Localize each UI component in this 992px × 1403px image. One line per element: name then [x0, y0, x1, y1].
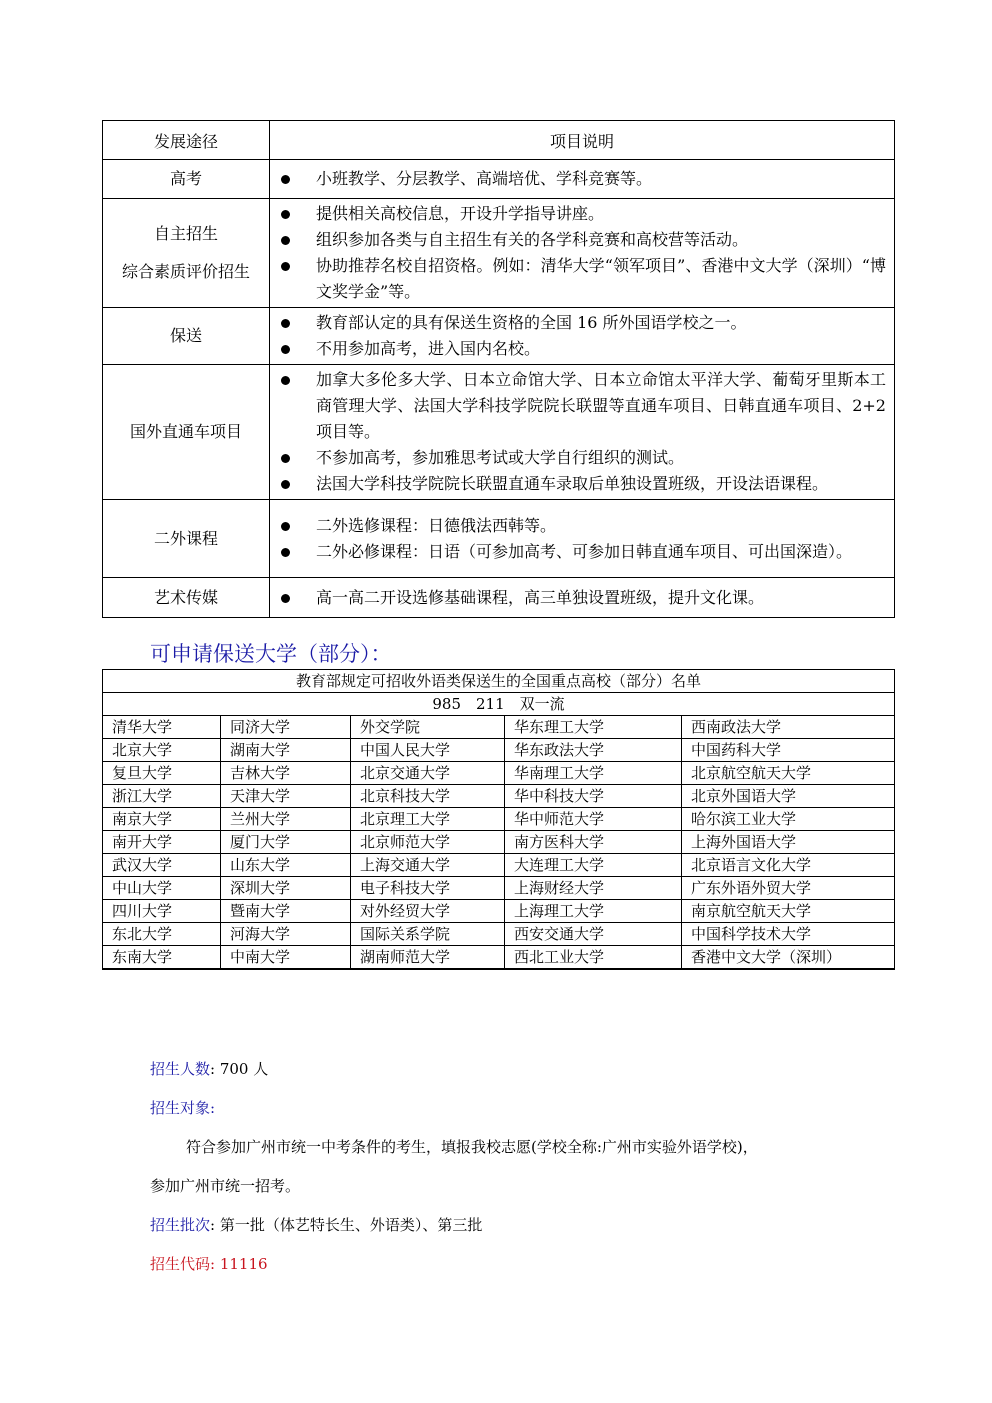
- pathway-row: [103, 578, 895, 618]
- pathway-row: [103, 500, 895, 578]
- header-path: 发展途径: [103, 121, 270, 160]
- university-cell: 清华大学: [103, 716, 221, 739]
- recruit-count-label: 招生人数: [150, 1060, 211, 1078]
- bullet-text: 提供相关高校信息，开设升学指导讲座。: [316, 204, 605, 223]
- university-row: [103, 739, 895, 762]
- bullet-text: 高一高二开设选修基础课程，高三单独设置班级，提升文化课。: [316, 587, 765, 607]
- university-cell: 华东政法大学: [505, 739, 682, 762]
- bullet-text: 组织参加各类与自主招生有关的各学科竞赛和高校营等活动。: [316, 230, 749, 249]
- bullet-dot-icon: [281, 262, 290, 271]
- university-cell: 四川大学: [103, 900, 221, 923]
- university-cell: 河海大学: [221, 923, 351, 946]
- university-cell: 同济大学: [221, 716, 351, 739]
- bullet-dot-icon: [281, 236, 290, 245]
- university-cell: 中国人民大学: [351, 739, 505, 762]
- pathway-description: [270, 199, 895, 308]
- pathway-name-line: 高考: [169, 169, 202, 188]
- bullet-item: [278, 585, 886, 611]
- university-cell: 西南政法大学: [682, 716, 895, 739]
- university-cell: 深圳大学: [221, 877, 351, 900]
- university-cell: 北京科技大学: [351, 785, 505, 808]
- university-cell: 吉林大学: [221, 762, 351, 785]
- university-cell: 外交学院: [351, 716, 505, 739]
- university-cell: 南方医科大学: [505, 831, 682, 854]
- university-cell: 广东外语外贸大学: [682, 877, 895, 900]
- bullet-dot-icon: [281, 594, 290, 603]
- university-cell: 大连理工大学: [505, 854, 682, 877]
- bullet-item: [278, 253, 886, 305]
- bullet-item: [278, 513, 886, 539]
- bullet-dot-icon: [281, 480, 290, 489]
- pathways-table: [102, 120, 895, 618]
- bullet-dot-icon: [281, 548, 290, 557]
- pathways-header-row: [103, 121, 895, 160]
- university-cell: 北京大学: [103, 739, 221, 762]
- bullet-text: 协助推荐名校自招资格。例如：清华大学“领军项目”、香港中文大学（深圳）“博文奖学金”等。: [316, 256, 886, 301]
- bullet-dot-icon: [281, 376, 290, 385]
- pathway-name: [103, 199, 270, 308]
- university-cell: 北京交通大学: [351, 762, 505, 785]
- university-cell: 南京大学: [103, 808, 221, 831]
- bullet-dot-icon: [281, 522, 290, 531]
- bullet-item: [278, 166, 886, 192]
- bullet-text: 法国大学科技学院院长联盟直通车录取后单独设置班级，开设法语课程。: [316, 474, 829, 493]
- bullet-item: [278, 310, 886, 336]
- university-cell: 南开大学: [103, 831, 221, 854]
- universities-subtitle: 985 211 双一流: [103, 693, 895, 716]
- bullet-text: 不用参加高考，进入国内名校。: [316, 339, 541, 358]
- bullet-item: [278, 367, 886, 445]
- university-cell: 中山大学: [103, 877, 221, 900]
- university-cell: 国际关系学院: [351, 923, 505, 946]
- university-cell: 香港中文大学（深圳）: [682, 946, 895, 970]
- university-cell: 电子科技大学: [351, 877, 505, 900]
- pathway-description: [270, 500, 895, 578]
- university-row: [103, 900, 895, 923]
- university-cell: 南京航空航天大学: [682, 900, 895, 923]
- university-cell: 武汉大学: [103, 854, 221, 877]
- university-cell: 浙江大学: [103, 785, 221, 808]
- pathway-name-line: 国外直通车项目: [129, 422, 242, 441]
- pathway-description: [270, 365, 895, 500]
- bullet-dot-icon: [281, 175, 290, 184]
- recruit-batch-label: 招生批次: [150, 1216, 211, 1234]
- university-cell: 北京航空航天大学: [682, 762, 895, 785]
- university-cell: 西北工业大学: [505, 946, 682, 970]
- university-cell: 上海交通大学: [351, 854, 505, 877]
- university-cell: 中国科学技术大学: [682, 923, 895, 946]
- bullet-item: [278, 445, 886, 471]
- university-cell: 复旦大学: [103, 762, 221, 785]
- university-row: [103, 877, 895, 900]
- university-cell: 华中师范大学: [505, 808, 682, 831]
- pathway-row: [103, 365, 895, 500]
- university-row: [103, 923, 895, 946]
- pathway-name: [103, 308, 270, 365]
- university-cell: 华东理工大学: [505, 716, 682, 739]
- bullet-dot-icon: [281, 319, 290, 328]
- recruit-target-text-1: 符合参加广州市统一中考条件的考生，填报我校志愿(学校全称:广州市实验外语学校)，: [186, 1138, 758, 1156]
- university-cell: 兰州大学: [221, 808, 351, 831]
- university-row: [103, 854, 895, 877]
- university-row: [103, 808, 895, 831]
- bullet-text: 二外必修课程：日语（可参加高考、可参加日韩直通车项目、可出国深造）。: [316, 541, 853, 561]
- university-row: [103, 762, 895, 785]
- pathway-row: [103, 308, 895, 365]
- pathway-name: [103, 578, 270, 618]
- pathway-row: [103, 199, 895, 308]
- pathway-name: [103, 500, 270, 578]
- university-cell: 山东大学: [221, 854, 351, 877]
- bullet-dot-icon: [281, 454, 290, 463]
- recruit-batch-line: [150, 1214, 482, 1236]
- bullet-item: [278, 471, 886, 497]
- bullet-text: 教育部认定的具有保送生资格的全国 16 所外国语学校之一。: [316, 313, 747, 332]
- bullet-item: [278, 201, 886, 227]
- university-row: [103, 831, 895, 854]
- pathway-description: [270, 160, 895, 199]
- university-cell: 天津大学: [221, 785, 351, 808]
- recruit-code-value: : 11116: [210, 1255, 268, 1273]
- recruit-target-label: 招生对象:: [150, 1099, 216, 1117]
- bullet-item: [278, 227, 886, 253]
- pathway-name-line: 自主招生: [153, 224, 218, 243]
- pathway-name: [103, 160, 270, 199]
- university-cell: 西安交通大学: [505, 923, 682, 946]
- pathway-name-line: 保送: [169, 326, 202, 345]
- university-cell: 上海财经大学: [505, 877, 682, 900]
- university-cell: 上海理工大学: [505, 900, 682, 923]
- university-cell: 湖南大学: [221, 739, 351, 762]
- recruit-count-value: : 700 人: [210, 1060, 269, 1078]
- university-cell: 东南大学: [103, 946, 221, 970]
- pathway-name: [103, 365, 270, 500]
- pathway-name-line: 二外课程: [153, 528, 218, 548]
- university-cell: 对外经贸大学: [351, 900, 505, 923]
- university-cell: 北京语言文化大学: [682, 854, 895, 877]
- pathway-description: [270, 308, 895, 365]
- bullet-text: 加拿大多伦多大学、日本立命馆大学、日本立命馆太平洋大学、葡萄牙里斯本工商管理大学、法国大学科技学院院长联盟等直通车项目、日韩直通车项目、2+2 项目等。: [316, 370, 886, 441]
- pathway-name-line: 艺术传媒: [153, 587, 218, 607]
- university-cell: 北京理工大学: [351, 808, 505, 831]
- universities-table: [102, 669, 895, 970]
- header-description: 项目说明: [270, 121, 895, 160]
- bullet-item: [278, 336, 886, 362]
- university-row: [103, 785, 895, 808]
- university-cell: 厦门大学: [221, 831, 351, 854]
- universities-title-row: [103, 670, 895, 693]
- university-cell: 中国药科大学: [682, 739, 895, 762]
- bullet-text: 二外选修课程：日德俄法西韩等。: [316, 515, 557, 535]
- pathway-name-line: 综合素质评价招生: [121, 262, 250, 281]
- universities-title: 教育部规定可招收外语类保送生的全国重点高校（部分）名单: [103, 670, 895, 693]
- university-cell: 哈尔滨工业大学: [682, 808, 895, 831]
- university-cell: 华南理工大学: [505, 762, 682, 785]
- bullet-text: 小班教学、分层教学、高端培优、学科竞赛等。: [316, 169, 653, 188]
- pathway-row: [103, 160, 895, 199]
- bullet-dot-icon: [281, 210, 290, 219]
- university-cell: 华中科技大学: [505, 785, 682, 808]
- university-cell: 上海外国语大学: [682, 831, 895, 854]
- university-row: [103, 716, 895, 739]
- university-cell: 北京外国语大学: [682, 785, 895, 808]
- bullet-dot-icon: [281, 345, 290, 354]
- bullet-item: [278, 539, 886, 565]
- university-cell: 湖南师范大学: [351, 946, 505, 970]
- recruit-target-text-2: 参加广州市统一招考。: [150, 1177, 301, 1195]
- university-cell: 中南大学: [221, 946, 351, 970]
- university-row: [103, 946, 895, 970]
- university-cell: 东北大学: [103, 923, 221, 946]
- recruit-code-line: [150, 1253, 268, 1275]
- recruit-batch-value: : 第一批（体艺特长生、外语类）、第三批: [210, 1216, 483, 1234]
- bullet-text: 不参加高考，参加雅思考试或大学自行组织的测试。: [316, 448, 685, 467]
- section-title: 可申请保送大学（部分）：: [150, 642, 392, 666]
- university-cell: 暨南大学: [221, 900, 351, 923]
- university-cell: 北京师范大学: [351, 831, 505, 854]
- recruit-count-line: [150, 1058, 268, 1080]
- pathway-description: [270, 578, 895, 618]
- universities-subtitle-row: [103, 693, 895, 716]
- recruit-code-label: 招生代码: [150, 1255, 211, 1273]
